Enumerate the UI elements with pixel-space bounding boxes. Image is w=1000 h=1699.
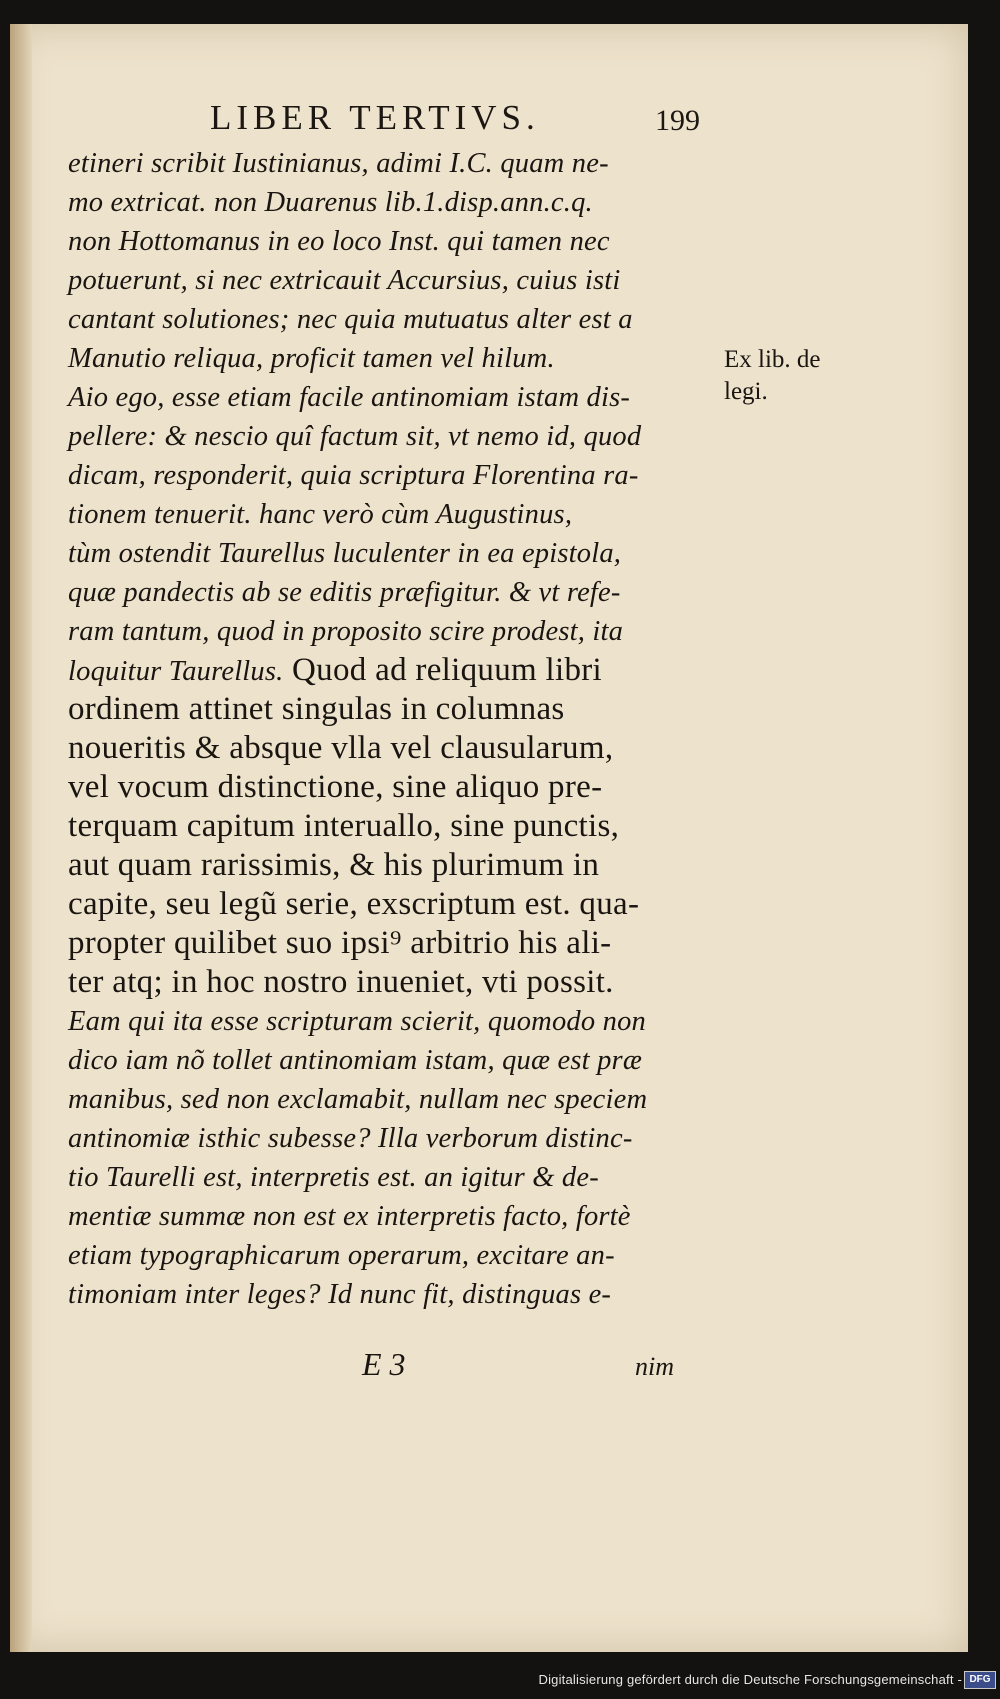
text-line	[68, 924, 723, 963]
page-gutter-shadow	[10, 24, 32, 1652]
text-run: terquam capitum interuallo, sine punctis,	[68, 808, 620, 844]
text-run: potuerunt, si nec extricauit Accursius, cuius isti	[68, 265, 621, 296]
text-run: dicam, responderit, quia scriptura Florentina ra-	[68, 460, 639, 491]
text-line	[68, 1119, 723, 1158]
text-run: tùm ostendit Taurellus luculenter in ea epistola,	[68, 538, 622, 569]
text-run: etiam typographicarum operarum, excitare an-	[68, 1240, 615, 1271]
text-run: non Hottomanus in eo loco Inst. qui tamen nec	[68, 226, 610, 257]
text-line	[68, 807, 723, 846]
text-run: propter quilibet suo ipsi⁹ arbitrio his ali-	[68, 925, 612, 961]
digitization-credit: Digitalisierung gefördert durch die Deutsche Forschungsgemeinschaft -	[538, 1672, 962, 1687]
text-line	[68, 534, 723, 573]
page-number: 199	[655, 104, 700, 137]
text-run: Manutio reliqua, proficit tamen vel hilum.	[68, 343, 555, 374]
text-line	[68, 690, 723, 729]
marginal-note-line: legi.	[724, 378, 768, 405]
text-line	[68, 183, 723, 222]
text-line	[68, 846, 723, 885]
text-run: timoniam inter leges? Id nunc fit, distinguas e-	[68, 1279, 612, 1310]
text-line	[68, 417, 723, 456]
text-line	[68, 144, 723, 183]
dfg-logo-icon: DFG	[964, 1671, 996, 1689]
text-line	[68, 1197, 723, 1236]
text-run: ordinem attinet singulas in columnas	[68, 691, 565, 727]
text-run: aut quam rarissimis, & his plurimum in	[68, 847, 600, 883]
book-page	[10, 24, 968, 1652]
running-title: LIBER TERTIVS.	[210, 98, 540, 137]
text-run: capite, seu legũ serie, exscriptum est. qua-	[68, 886, 640, 922]
text-line	[68, 573, 723, 612]
text-run: ram tantum, quod in proposito scire prodest, ita	[68, 616, 624, 647]
text-line	[68, 885, 723, 924]
text-line	[68, 612, 723, 651]
text-line	[68, 1002, 723, 1041]
text-run: loquitur Taurellus.	[68, 656, 284, 687]
page-header	[10, 88, 968, 148]
text-run: tio Taurelli est, interpretis est. an igitur & de-	[68, 1162, 599, 1193]
page-footer	[10, 1346, 968, 1386]
text-line	[68, 261, 723, 300]
signature-mark: E 3	[362, 1346, 406, 1382]
text-line	[68, 300, 723, 339]
text-run: pellere: & nescio quî factum sit, vt nemo id, quod	[68, 421, 642, 452]
text-line	[68, 456, 723, 495]
text-run: cantant solutiones; nec quia mutuatus alter est a	[68, 304, 633, 335]
text-line	[68, 1236, 723, 1275]
text-line	[68, 1041, 723, 1080]
text-run: noueritis & absque vlla vel clausularum,	[68, 730, 614, 766]
text-line	[68, 1158, 723, 1197]
text-line	[68, 1275, 723, 1314]
text-line	[68, 339, 723, 378]
text-run: ter atq; in hoc nostro inueniet, vti possit.	[68, 964, 614, 1000]
text-run: manibus, sed non exclamabit, nullam nec speciem	[68, 1084, 648, 1115]
marginal-note	[724, 344, 821, 408]
text-line	[68, 222, 723, 261]
text-run: Aio ego, esse etiam facile antinomiam istam dis-	[68, 382, 631, 413]
text-run: antinomiæ isthic subesse? Illa verborum distinc-	[68, 1123, 633, 1154]
text-line	[68, 729, 723, 768]
text-run: etineri scribit Iustinianus, adimi I.C. quam ne-	[68, 148, 609, 179]
text-run: mo extricat. non Duarenus lib.1.disp.ann.c.q.	[68, 187, 593, 218]
marginal-note-line: Ex lib. de	[724, 346, 821, 373]
text-run: tionem tenuerit. hanc verò cùm Augustinus,	[68, 499, 573, 530]
text-run: Quod ad reliquum libri	[283, 652, 603, 688]
body-text	[68, 144, 723, 1314]
text-run: Eam qui ita esse scripturam scierit, quomodo non	[68, 1006, 646, 1037]
text-run: quæ pandectis ab se editis præfigitur. & vt refe-	[68, 577, 621, 608]
text-run: dico iam nõ tollet antinomiam istam, quæ est præ	[68, 1045, 643, 1076]
text-run: vel vocum distinctione, sine aliquo pre-	[68, 769, 603, 805]
text-run: mentiæ summæ non est ex interpretis facto, fortè	[68, 1201, 631, 1232]
text-line	[68, 768, 723, 807]
text-line	[68, 495, 723, 534]
text-line	[68, 651, 723, 690]
text-line	[68, 1080, 723, 1119]
catchword: nim	[635, 1352, 674, 1381]
text-line	[68, 963, 723, 1002]
text-line	[68, 378, 723, 417]
